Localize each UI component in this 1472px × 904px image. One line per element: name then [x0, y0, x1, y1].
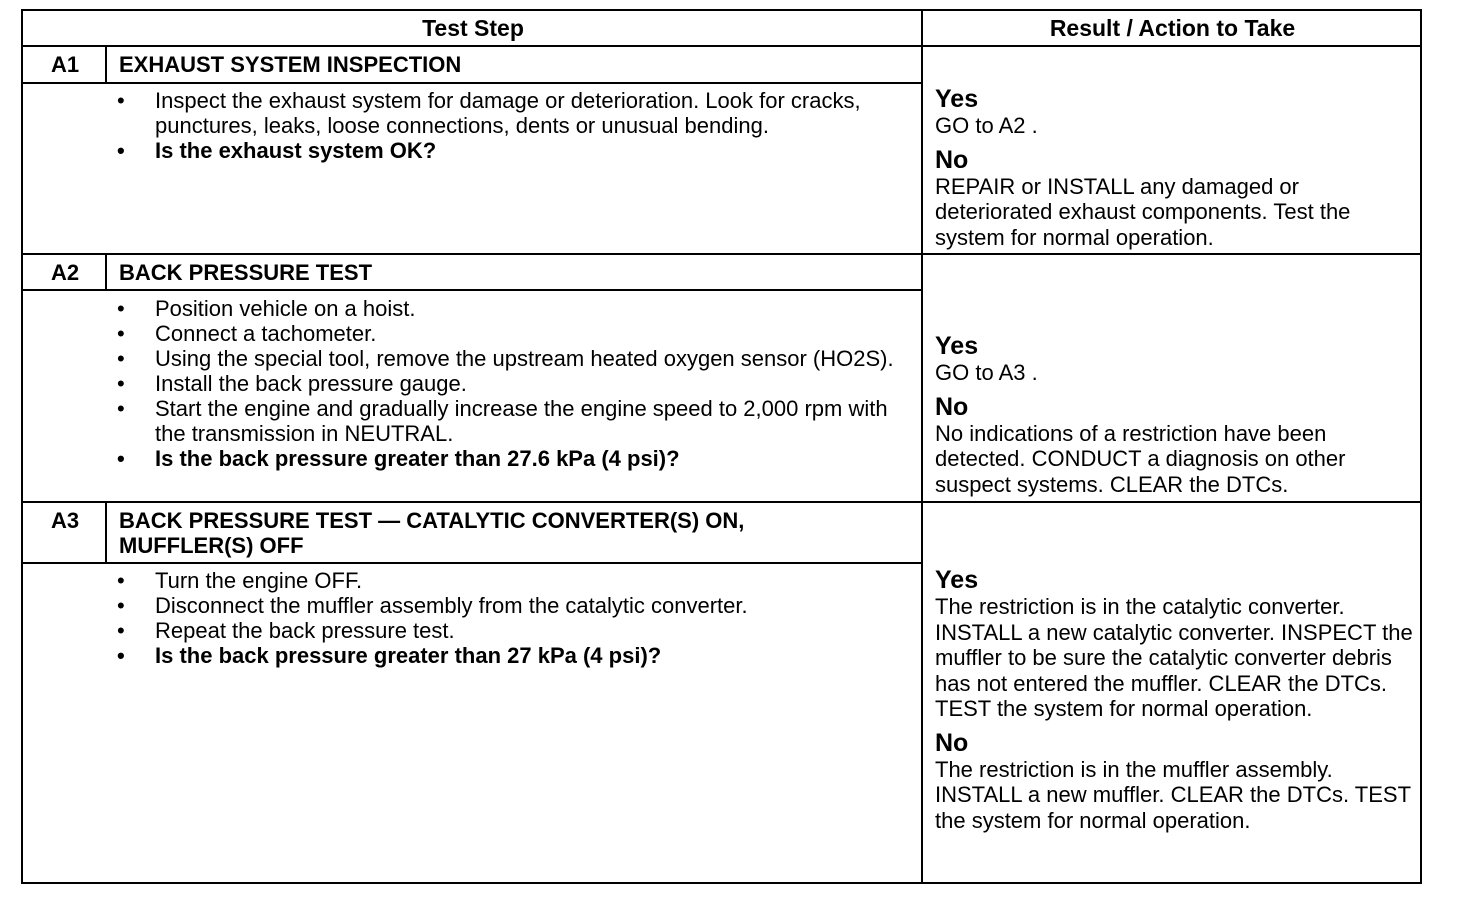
no-action: REPAIR or INSTALL any damaged or deteriorated exhaust components. Test the system for normal operation. [935, 173, 1351, 250]
yes-label: Yes [935, 566, 979, 594]
list-item: • Turn the engine OFF. [115, 568, 915, 593]
list-item: • Repeat the back pressure test. [115, 618, 915, 643]
header-test-step: Test Step [23, 11, 923, 47]
header-result-action: Result / Action to Take [923, 11, 1422, 47]
yes-label: Yes [935, 332, 979, 360]
step-title-a1: EXHAUST SYSTEM INSPECTION [119, 52, 462, 77]
step-id-a1: A1 [50, 52, 80, 77]
no-label: No [935, 728, 969, 757]
list-item: • Using the special tool, remove the upstream heated oxygen sensor (HO2S). [115, 346, 915, 371]
list-item: • Inspect the exhaust system for damage or deterioration. Look for cracks, punctures, leaks, loose connections, dents or unusual bending. [115, 88, 915, 138]
step-id-a2: A2 [50, 260, 80, 285]
step-question: • Is the exhaust system OK? [115, 138, 915, 163]
diagnostic-table [21, 9, 1422, 884]
step-id-a3: A3 [50, 508, 80, 533]
result-a2 [935, 333, 1419, 497]
yes-action: GO to A2 . [935, 113, 1038, 138]
title-divider-a3 [23, 562, 921, 564]
list-item: • Connect a tachometer. [115, 321, 915, 346]
no-label: No [935, 392, 969, 421]
title-divider-a2 [23, 289, 921, 291]
step-question: • Is the back pressure greater than 27 kPa (4 psi)? [115, 643, 915, 668]
list-item: • Install the back pressure gauge. [115, 371, 915, 396]
title-divider-a1 [23, 82, 921, 84]
row-divider-a1-a2 [23, 253, 1420, 255]
yes-action: GO to A3 . [935, 360, 1038, 385]
step-title-a3: BACK PRESSURE TEST — CATALYTIC CONVERTER(S) ON, MUFFLER(S) OFF [119, 508, 745, 558]
step-question: • Is the back pressure greater than 27.6 kPa (4 psi)? [115, 446, 915, 471]
no-action: No indications of a restriction have been detected. CONDUCT a diagnosis on other suspect systems. CLEAR the DTCs. [935, 420, 1346, 497]
column-divider [921, 11, 923, 882]
step-bullets-a2 [115, 296, 915, 471]
no-label: No [935, 145, 969, 174]
list-item: • Position vehicle on a hoist. [115, 296, 915, 321]
yes-label: Yes [935, 85, 979, 113]
row-divider-a2-a3 [23, 501, 1420, 503]
no-action: The restriction is in the muffler assembly. INSTALL a new muffler. CLEAR the DTCs. TEST the system for normal operation. [935, 756, 1411, 833]
step-bullets-a3 [115, 568, 915, 668]
yes-action: The restriction is in the catalytic converter. INSTALL a new catalytic converter. INSPECT the muffler to be sure the catalytic converter debris has not entered the muffler. CLEAR the DTCs. TEST the system for normal operation. [935, 594, 1413, 721]
step-bullets-a1 [115, 88, 915, 163]
list-item: • Start the engine and gradually increase the engine speed to 2,000 rpm with the transmission in NEUTRAL. [115, 396, 915, 446]
step-title-a2: BACK PRESSURE TEST [119, 260, 373, 285]
result-a1 [935, 86, 1419, 250]
list-item: • Disconnect the muffler assembly from the catalytic converter. [115, 593, 915, 618]
result-a3 [935, 567, 1419, 833]
